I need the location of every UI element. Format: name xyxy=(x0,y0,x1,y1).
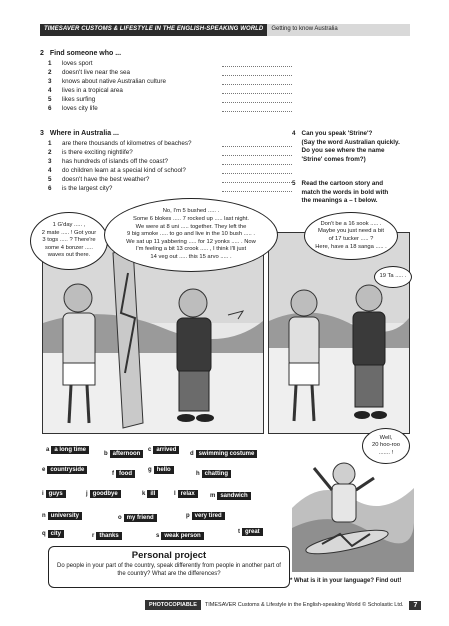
word-tag: food xyxy=(116,470,135,478)
section-5 xyxy=(292,180,388,206)
personal-project-title: Personal project xyxy=(131,550,207,561)
list-item: 4 do children learn at a special kind of school? xyxy=(48,167,292,176)
speech-bubble-5: Well, 20 hoo-roo ....... ! xyxy=(362,428,410,464)
section-5-line: the meanings a – t below. xyxy=(301,197,378,204)
section-2 xyxy=(40,50,292,113)
list-item: 4 lives in a tropical area xyxy=(48,87,292,96)
page-footer xyxy=(145,600,421,610)
word-tag: swimming costume xyxy=(196,450,258,458)
section-4-line: Do you see where the name xyxy=(301,147,385,154)
answer-line[interactable] xyxy=(222,78,292,85)
personal-project-box xyxy=(48,546,290,588)
answer-line[interactable] xyxy=(222,149,292,156)
meaning-item: e countryside xyxy=(42,466,87,474)
meaning-item: d swimming costume xyxy=(190,450,257,458)
section-number: 4 xyxy=(292,130,296,137)
list-item: 2 is there exciting nightlife? xyxy=(48,149,292,158)
section-5-line: Read the cartoon story and xyxy=(301,180,384,187)
footer-text: TIMESAVER Customs & Lifestyle in the English-speaking World © Scholastic Ltd. xyxy=(204,602,404,608)
word-tag: sandwich xyxy=(217,492,250,500)
answer-line[interactable] xyxy=(222,185,292,192)
section-5-line: match the words in bold with xyxy=(301,188,389,196)
list-item: 5 likes surfing xyxy=(48,96,292,105)
meaning-item: b afternoon xyxy=(104,450,143,458)
section-4 xyxy=(292,130,400,164)
list-item: 1 loves sport xyxy=(48,60,292,69)
speech-bubble-4: 19 Ta ..... . xyxy=(374,266,412,288)
meaning-item: r thanks xyxy=(92,532,122,540)
section-title: Where in Australia ... xyxy=(49,130,119,137)
meaning-item: i guys xyxy=(42,490,66,498)
meaning-item: c arrived xyxy=(148,446,179,454)
list-item: 6 loves city life xyxy=(48,105,292,114)
answer-line[interactable] xyxy=(222,167,292,174)
word-tag: guys xyxy=(46,490,66,498)
meaning-item: s weak person xyxy=(156,532,204,540)
answer-line[interactable] xyxy=(222,96,292,103)
list-item: 3 knows about native Australian culture xyxy=(48,78,292,87)
section-4-line: (Say the word Australian quickly. xyxy=(301,138,400,146)
cartoon-friends-illustration xyxy=(269,233,409,433)
word-tag: thanks xyxy=(96,532,121,540)
meaning-item: o my friend xyxy=(118,514,157,522)
meaning-item: n university xyxy=(42,512,82,520)
word-tag: university xyxy=(48,512,82,520)
comic-panel-right xyxy=(268,232,410,434)
series-title: TIMESAVER CUSTOMS & LIFESTYLE IN THE ENGLISH-SPEAKING WORLD xyxy=(40,24,267,36)
photocopiable-badge: PHOTOCOPIABLE xyxy=(145,600,201,610)
meaning-item: l relax xyxy=(174,490,198,498)
section-title: Find someone who ... xyxy=(49,50,122,57)
where-list xyxy=(48,140,292,193)
speech-bubble-1: 1 G'day ..... , 2 mate ..... ! Got your 3 togs ..... ? There're some 4 bonzer ..... waves out there. xyxy=(30,212,108,270)
section-number: 2 xyxy=(40,50,44,57)
list-item: 5 doesn't have the best weather? xyxy=(48,176,292,185)
word-tag: hello xyxy=(154,466,174,474)
list-item: 3 has hundreds of islands off the coast? xyxy=(48,158,292,167)
list-item: 2 doesn't live near the sea xyxy=(48,69,292,78)
meaning-item: p very tired xyxy=(186,512,225,520)
side-note: * What is it in your language? Find out! xyxy=(290,578,402,584)
word-tag: a long time xyxy=(51,446,89,454)
meaning-item: g hello xyxy=(148,466,174,474)
answer-line[interactable] xyxy=(222,60,292,67)
meaning-item: m sandwich xyxy=(210,492,251,500)
word-tag: great xyxy=(242,528,263,536)
answer-line[interactable] xyxy=(222,105,292,112)
meaning-item: k ill xyxy=(142,490,158,498)
list-item: 6 is the largest city? xyxy=(48,185,292,194)
answer-line[interactable] xyxy=(222,176,292,183)
word-tag: weak person xyxy=(161,532,203,540)
answer-line[interactable] xyxy=(222,69,292,76)
meaning-item: f food xyxy=(112,470,135,478)
meaning-item: j goodbye xyxy=(86,490,121,498)
section-number: 5 xyxy=(292,180,296,187)
speech-bubble-2: No, I'm 5 bushed ..... . Some 6 blokes ..... 7 rocked up ..... last night. We were at 8 uni ..... together. They left the 9 big smoke ..... to go and live in the 10 bush ..... . We sat up 11 yabbering ..... for 12 yonks ..... . Now I'm feeling a bit 13 crook ..... , I think I'll just 14 veg out ..... this 15 arvo ..... . xyxy=(104,198,278,272)
meaning-item: a a long time xyxy=(46,446,89,454)
speech-bubble-3: Don't be a 16 sook ..... . Maybe you just need a bit of 17 tucker ..... ? Here, have a 18 sanga ..... . xyxy=(304,212,398,260)
list-item: 1 are there thousands of kilometres of beaches? xyxy=(48,140,292,149)
meaning-item: q city xyxy=(42,530,64,538)
personal-project-text: Do people in your part of the country, speak differently from people in another part of the country? What are the differences? xyxy=(57,563,281,577)
section-3 xyxy=(40,130,292,193)
word-tag: city xyxy=(48,530,64,538)
find-list xyxy=(48,60,292,113)
meaning-item: h chatting xyxy=(196,470,231,478)
section-4-line: 'Strine' comes from?) xyxy=(301,155,366,163)
page-number: 7 xyxy=(409,601,421,610)
word-tag: ill xyxy=(147,490,158,498)
section-number: 3 xyxy=(40,130,44,137)
word-tag: my friend xyxy=(124,514,157,522)
word-tag: countryside xyxy=(47,466,87,474)
word-tag: very tired xyxy=(192,512,225,520)
answer-line[interactable] xyxy=(222,140,292,147)
word-tag: chatting xyxy=(202,470,231,478)
word-tag: afternoon xyxy=(110,450,144,458)
answer-line[interactable] xyxy=(222,87,292,94)
word-tag: arrived xyxy=(153,446,179,454)
section-4-line: Can you speak 'Strine'? xyxy=(301,130,373,137)
topic-title: Getting to know Australia xyxy=(267,24,410,36)
word-tag: goodbye xyxy=(90,490,121,498)
meaning-item: t great xyxy=(238,528,263,536)
word-tag: relax xyxy=(178,490,198,498)
page-header xyxy=(40,24,410,36)
answer-line[interactable] xyxy=(222,158,292,165)
